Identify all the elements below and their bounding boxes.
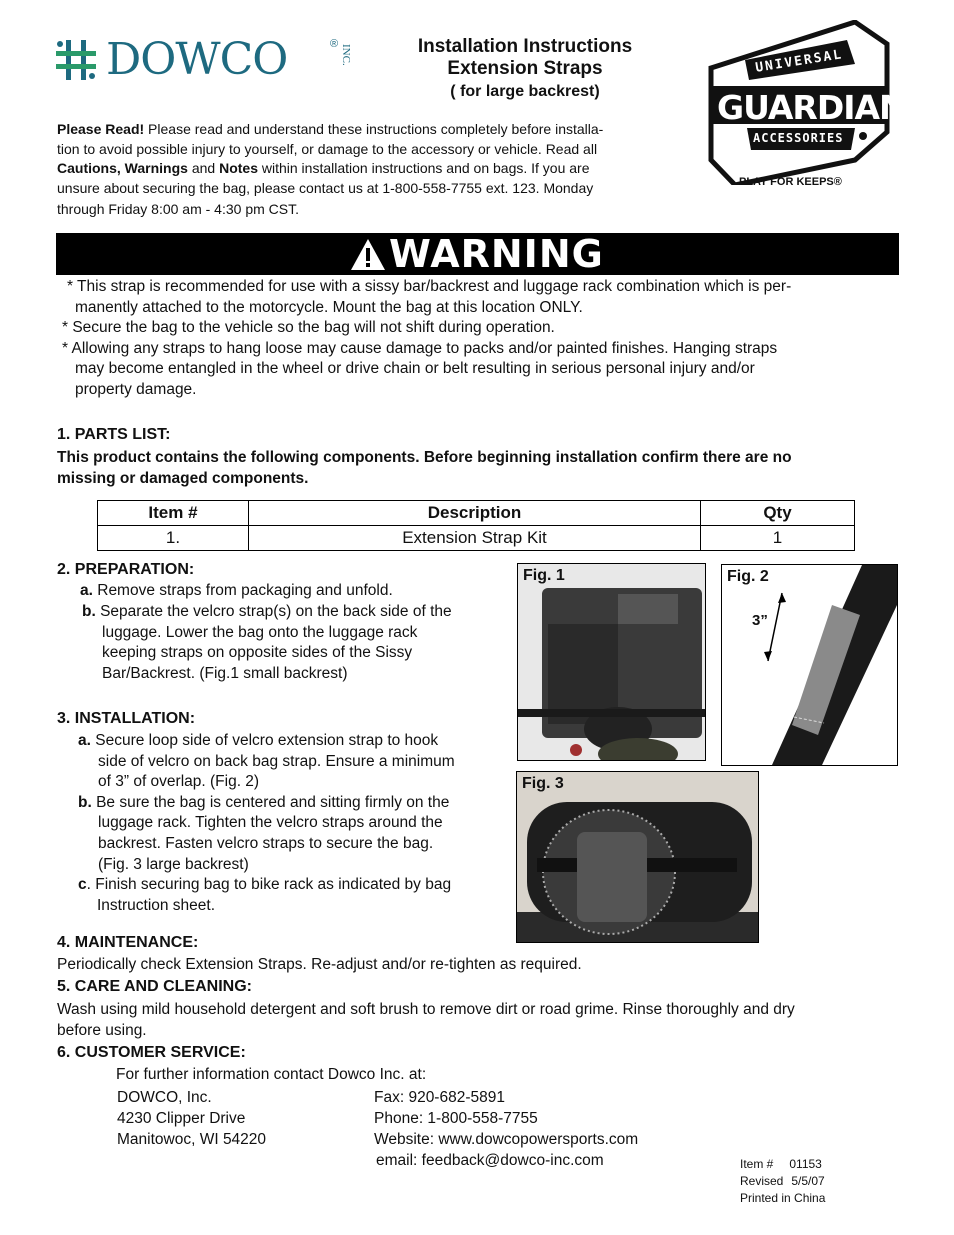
service-website[interactable]: Website: www.dowcopowersports.com: [374, 1131, 639, 1148]
parts-table: [97, 500, 855, 551]
service-street: 4230 Clipper Drive: [117, 1110, 246, 1127]
footer-revised-label: Revised: [740, 1174, 784, 1188]
care-heading: 5. CARE AND CLEANING:: [57, 978, 252, 995]
service-contacts: [374, 1087, 638, 1171]
install-c-line-1: . Finish securing bag to bike rack as indicated by bag: [86, 876, 452, 894]
figure-1: [517, 563, 706, 761]
service-phone: Phone: 1-800-558-7755: [374, 1110, 538, 1127]
figure-3-label: Fig. 3: [522, 775, 564, 792]
footer-printed: Printed in China: [740, 1191, 826, 1205]
warning-item-1-cont: manently attached to the motorcycle. Mount the bag at this location ONLY.: [75, 298, 583, 316]
intro-line-5: through Friday 8:00 am - 4:30 pm CST.: [57, 201, 299, 217]
install-heading: 3. INSTALLATION:: [57, 710, 196, 727]
intro-line-4: unsure about securing the bag, please contact us at 1-800-558-7755 ext. 123. Monday: [57, 179, 594, 196]
guardian-main-text: GUARDIAN: [717, 88, 906, 127]
service-address: [117, 1087, 266, 1150]
col-header-item: Item #: [98, 501, 249, 526]
please-read-label: Please Read!: [57, 121, 145, 137]
footer-info: [740, 1156, 825, 1207]
registered-mark: ®: [330, 38, 339, 50]
install-c-label: c: [78, 876, 87, 894]
install-b-line-1: Be sure the bag is centered and sitting firmly on the: [91, 793, 450, 811]
table-header-row: [98, 501, 855, 526]
cell-item: 1.: [98, 526, 249, 551]
service-intro: For further information contact Dowco Inc. at:: [116, 1066, 427, 1083]
figure-1-label: Fig. 1: [523, 567, 565, 584]
parts-heading: 1. PARTS LIST:: [57, 426, 171, 443]
care-line-1: Wash using mild household detergent and soft brush to remove dirt or road grime. Rinse thoroughly and dry: [57, 1001, 795, 1018]
col-header-description: Description: [249, 501, 701, 526]
title-line-3: ( for large backrest): [450, 83, 600, 100]
cell-qty: 1: [701, 526, 855, 551]
install-a-line-2: side of velcro on back bag strap. Ensure a minimum: [98, 752, 455, 770]
warning-item-3-cont-2: property damage.: [75, 380, 197, 398]
install-a-line-3: of 3” of overlap. (Fig. 2): [98, 773, 260, 791]
care-text: [57, 999, 907, 1041]
warning-item-3: * Allowing any straps to hang loose may cause damage to packs and/or painted finishes. Hanging straps: [62, 339, 778, 357]
guardian-logo: [705, 20, 906, 200]
install-b-line-4: (Fig. 3 large backrest): [98, 855, 249, 873]
service-email[interactable]: email: feedback@dowco-inc.com: [376, 1152, 604, 1169]
install-b-label: b.: [78, 793, 92, 811]
table-row: [98, 526, 855, 551]
install-c-line-2: Instruction sheet.: [97, 896, 216, 914]
intro-notes: Notes: [219, 160, 258, 176]
figure-2-photo: [722, 565, 897, 765]
cell-description: Extension Strap Kit: [249, 526, 701, 551]
figure-2: [721, 564, 898, 766]
figure-3: [516, 771, 759, 943]
guardian-bottom-text: ACCESSORIES: [753, 131, 844, 145]
service-company: DOWCO, Inc.: [117, 1089, 212, 1106]
figure-2-measure: 3”: [752, 612, 768, 629]
intro-line-3-end: within installation instructions and on bags. If you are: [257, 160, 590, 176]
intro-line-2: tion to avoid possible injury to yourself, or damage to the accessory or vehicle. Read all: [57, 140, 598, 157]
service-heading: 6. CUSTOMER SERVICE:: [57, 1044, 246, 1061]
prep-b-line-3: keeping straps on opposite sides of the Sissy: [102, 644, 413, 662]
service-fax: Fax: 920-682-5891: [374, 1089, 505, 1106]
dowco-mark-icon: [54, 38, 100, 82]
warning-item-1: * This strap is recommended for use with a sissy bar/backrest and luggage rack combination which is per-: [67, 278, 792, 295]
warning-list: [62, 277, 902, 400]
guardian-tagline: PLAY FOR KEEPS®: [739, 176, 842, 188]
figure-3-photo: [517, 772, 758, 942]
prep-b-line-1: Separate the velcro strap(s) on the back side of the: [95, 602, 452, 620]
page-title: [380, 36, 670, 104]
footer-item-label: Item #: [740, 1157, 774, 1171]
install-b-line-2: luggage rack. Tighten the velcro straps around the: [98, 814, 443, 832]
intro-paragraph: [57, 120, 687, 220]
prep-b-line-4: Bar/Backrest. (Fig.1 small backrest): [102, 665, 348, 683]
intro-and: and: [187, 160, 220, 176]
install-steps: [78, 731, 508, 916]
prep-heading: 2. PREPARATION:: [57, 561, 195, 578]
install-a-line-1: Secure loop side of velcro extension strap to hook: [90, 732, 439, 749]
prep-b-line-2: luggage. Lower the bag onto the luggage rack: [102, 623, 418, 641]
parts-desc-line-2: missing or damaged components.: [57, 470, 309, 487]
warning-triangle-icon: [349, 237, 387, 272]
install-a-label: a.: [78, 732, 91, 749]
figure-1-photo: [518, 564, 705, 760]
service-city: Manitowoc, WI 54220: [117, 1131, 267, 1148]
prep-a-text: Remove straps from packaging and unfold.: [92, 582, 393, 599]
warning-banner: [56, 233, 899, 275]
warning-item-3-cont: may become entangled in the wheel or drive chain or belt resulting in serious personal injury and/or: [75, 360, 755, 377]
maintenance-text: Periodically check Extension Straps. Re-adjust and/or re-tighten as required.: [57, 956, 582, 973]
install-b-line-3: backrest. Fasten velcro straps to secure the bag.: [98, 834, 434, 852]
dowco-logo: [54, 36, 364, 84]
inc-mark: INC.: [340, 44, 352, 66]
prep-steps: [80, 581, 510, 685]
title-line-1: Installation Instructions: [417, 36, 633, 57]
prep-a-label: a.: [80, 582, 93, 599]
warning-item-2: * Secure the bag to the vehicle so the bag will not shift during operation.: [62, 319, 555, 336]
title-line-2: Extension Straps: [447, 58, 603, 79]
footer-item-number: 01153: [789, 1157, 822, 1171]
guardian-top-text: UNIVERSAL: [754, 47, 845, 76]
prep-b-label: b.: [82, 602, 96, 620]
parts-desc-line-1: This product contains the following components. Before beginning installation confirm there are no: [57, 449, 792, 466]
figure-2-label: Fig. 2: [727, 568, 769, 585]
maintenance-heading: 4. MAINTENANCE:: [57, 934, 199, 951]
col-header-qty: Qty: [701, 501, 855, 526]
footer-revised-date: 5/5/07: [791, 1174, 825, 1188]
care-line-2: before using.: [57, 1022, 147, 1039]
intro-line-1: Please read and understand these instructions completely before installa-: [144, 121, 604, 137]
parts-description: [57, 447, 792, 489]
dowco-wordmark: DOWCO: [106, 34, 288, 85]
intro-cautions: Cautions, Warnings: [57, 160, 188, 176]
warning-title: WARNING: [389, 232, 604, 276]
